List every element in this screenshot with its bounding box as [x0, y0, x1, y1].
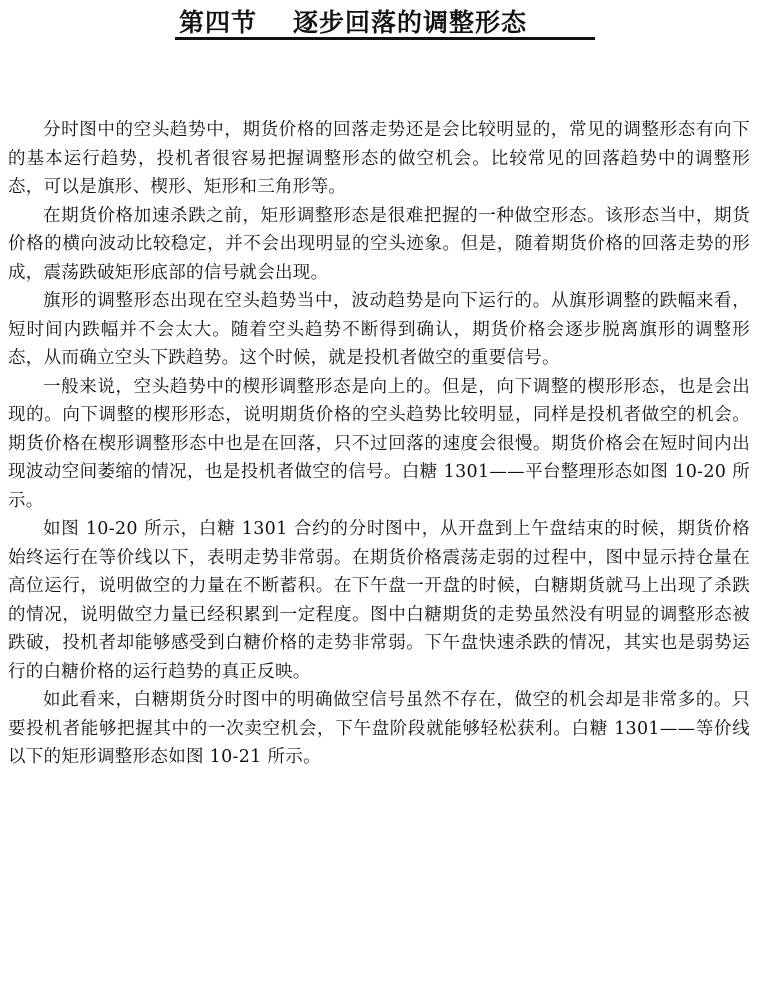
paragraph-3: 旗形的调整形态出现在空头趋势当中，波动趋势是向下运行的。从旗形调整的跌幅来看，短时间内跌幅并不会太大。随着空头趋势不断得到确认，期货价格会逐步脱离旗形的调整形态，从而确立空头下跌趋势。这个时候，就是投机者做空的重要信号。	[8, 291, 750, 368]
paragraph-4: 一般来说，空头趋势中的楔形调整形态是向上的。但是，向下调整的楔形形态，也是会出现的。向下调整的楔形形态，说明期货价格的空头趋势比较明显，同样是投机者做空的机会。期货价格在楔形调整形态中也是在回落，只不过回落的速度会很慢。期货价格会在短时间内出现波动空间萎缩的情况，也是投机者做空的信号。白糖 1301——平台整理形态如图 10-20 所示。	[8, 376, 750, 511]
paragraph-1: 分时图中的空头趋势中，期货价格的回落走势还是会比较明显的，常见的调整形态有向下的基本运行趋势，投机者很容易把握调整形态的做空机会。比较常见的回落趋势中的调整形态，可以是旗形、楔形、矩形和三角形等。	[8, 120, 750, 197]
section-number: 第四节	[179, 8, 258, 37]
paragraph-5: 如图 10-20 所示，白糖 1301 合约的分时图中，从开盘到上午盘结束的时候，期货价格始终运行在等价线以下，表明走势非常弱。在期货价格震荡走弱的过程中，图中显示持仓量在高位运行，说明做空的力量在不断蓄积。在下午盘一开盘的时候，白糖期货就马上出现了杀跌的情况，说明做空力量已经积累到一定程度。图中白糖期货的走势虽然没有明显的调整形态被跌破，投机者却能够感受到白糖价格的走势非常弱。下午盘快速杀跌的情况，其实也是弱势运行的白糖价格的运行趋势的真正反映。	[8, 519, 750, 682]
paragraph-6: 如此看来，白糖期货分时图中的明确做空信号虽然不存在，做空的机会却是非常多的。只要投机者能够把握其中的一次卖空机会，下午盘阶段就能够轻松获利。白糖 1301——等价线以下的矩形调整形态如图 10-21 所示。	[8, 690, 750, 767]
paragraph-2: 在期货价格加速杀跌之前，矩形调整形态是很难把握的一种做空形态。该形态当中，期货价格的横向波动比较稳定，并不会出现明显的空头迹象。但是，随着期货价格的回落走势的形成，震荡跌破矩形底部的信号就会出现。	[8, 205, 750, 283]
section-heading	[175, 6, 595, 40]
section-title-text: 逐步回落的调整形态	[293, 8, 528, 37]
body-text	[8, 116, 750, 772]
